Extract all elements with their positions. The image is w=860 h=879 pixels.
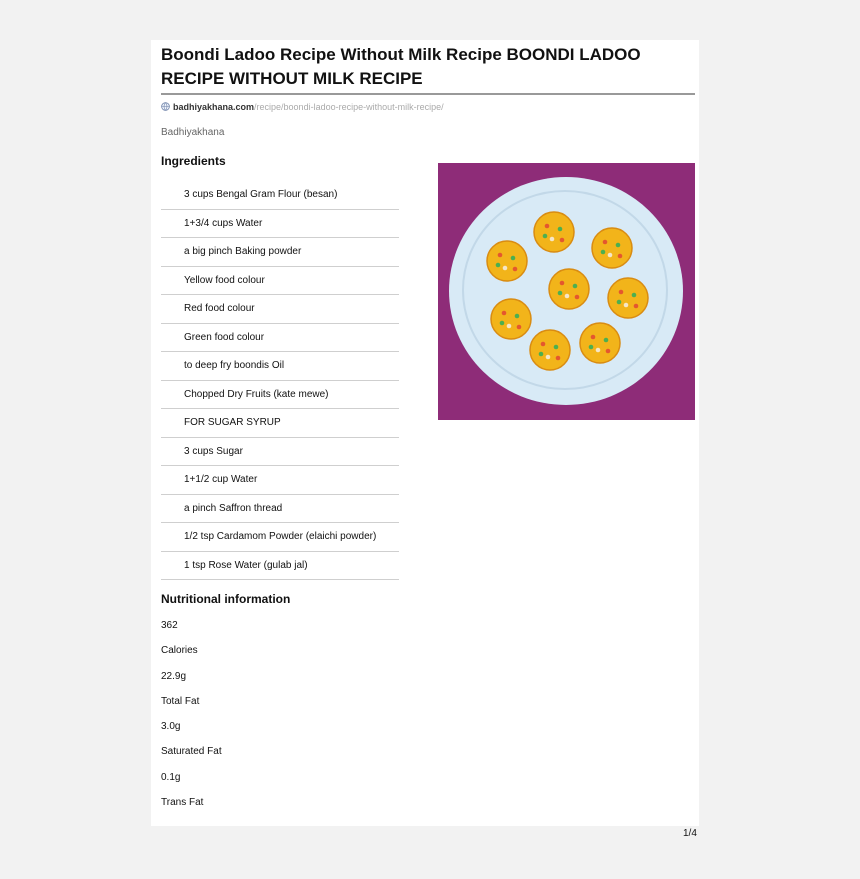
dry-fruit-speck [619,290,624,295]
globe-icon [161,102,170,111]
dry-fruit-speck [573,284,578,289]
dry-fruit-speck [617,300,622,305]
dry-fruit-speck [496,263,501,268]
nutrition-label: Calories [161,645,198,657]
ladoo [534,212,574,252]
dry-fruit-speck [517,325,522,330]
ingredient-item: a big pinch Baking powder [161,238,399,267]
dry-fruit-speck [556,356,561,361]
ingredient-item: Yellow food colour [161,267,399,296]
dry-fruit-speck [554,345,559,350]
dry-fruit-speck [634,304,639,309]
nutrition-label: Saturated Fat [161,746,222,758]
dry-fruit-speck [513,267,518,272]
dry-fruit-speck [543,234,548,239]
ingredient-item: 3 cups Bengal Gram Flour (besan) [161,181,399,210]
ingredient-item: 1+3/4 cups Water [161,210,399,239]
ladoo [608,278,648,318]
nutrition-heading: Nutritional information [161,592,291,606]
ingredient-item: to deep fry boondis Oil [161,352,399,381]
dry-fruit-speck [507,324,512,329]
dry-fruit-speck [541,342,546,347]
ingredient-item: 1/2 tsp Cardamom Powder (elaichi powder) [161,523,399,552]
dry-fruit-speck [560,238,565,243]
dry-fruit-speck [558,291,563,296]
ingredients-heading: Ingredients [161,154,226,168]
ladoo [491,299,531,339]
ladoo [530,330,570,370]
dry-fruit-speck [502,311,507,316]
dry-fruit-speck [503,266,508,271]
dry-fruit-speck [546,355,551,360]
nutrition-label: Trans Fat [161,797,204,809]
ingredient-item: 1+1/2 cup Water [161,466,399,495]
dry-fruit-speck [604,338,609,343]
ingredients-list [161,181,399,580]
nutrition-value: 362 [161,620,178,631]
dry-fruit-speck [616,243,621,248]
dry-fruit-speck [565,294,570,299]
document-page [151,40,699,826]
dry-fruit-speck [550,237,555,242]
recipe-photo [438,163,695,420]
nutrition-value: 0.1g [161,771,181,783]
recipe-title: Boondi Ladoo Recipe Without Milk Recipe BOONDI LADOO RECIPE WITHOUT MILK RECIPE [161,45,641,88]
ingredient-item: FOR SUGAR SYRUP [161,409,399,438]
ladoo [487,241,527,281]
dry-fruit-speck [515,314,520,319]
dry-fruit-speck [608,253,613,258]
ingredient-item: 1 tsp Rose Water (gulab jal) [161,552,399,581]
ingredient-item: Chopped Dry Fruits (kate mewe) [161,381,399,410]
ingredient-item: Red food colour [161,295,399,324]
dry-fruit-speck [632,293,637,298]
nutrition-value: 3.0g [161,721,181,733]
dry-fruit-speck [624,303,629,308]
dry-fruit-speck [601,250,606,255]
dry-fruit-speck [511,256,516,261]
nutrition-label: Total Fat [161,695,200,707]
ladoo [549,269,589,309]
dry-fruit-speck [603,240,608,245]
dry-fruit-speck [498,253,503,258]
ladoo [592,228,632,268]
nutrition-list [161,620,222,822]
title-divider [161,93,695,95]
ladoo [580,323,620,363]
ingredient-item: Green food colour [161,324,399,353]
dry-fruit-speck [560,281,565,286]
ingredient-item: a pinch Saffron thread [161,495,399,524]
dry-fruit-speck [589,345,594,350]
dry-fruit-speck [618,254,623,259]
nutrition-value: 22.9g [161,670,187,682]
source-link[interactable] [161,102,444,113]
dry-fruit-speck [575,295,580,300]
dry-fruit-speck [606,349,611,354]
dry-fruit-speck [558,227,563,232]
author-name: Badhiyakhana [161,127,225,138]
dry-fruit-speck [500,321,505,326]
page-number: 1/4 [683,828,697,839]
dry-fruit-speck [539,352,544,357]
dry-fruit-speck [596,348,601,353]
dry-fruit-speck [591,335,596,340]
source-path: /recipe/boondi-ladoo-recipe-without-milk-recipe/ [254,102,444,112]
ingredient-item: 3 cups Sugar [161,438,399,467]
source-domain: badhiyakhana.com [173,102,255,112]
dry-fruit-speck [545,224,550,229]
